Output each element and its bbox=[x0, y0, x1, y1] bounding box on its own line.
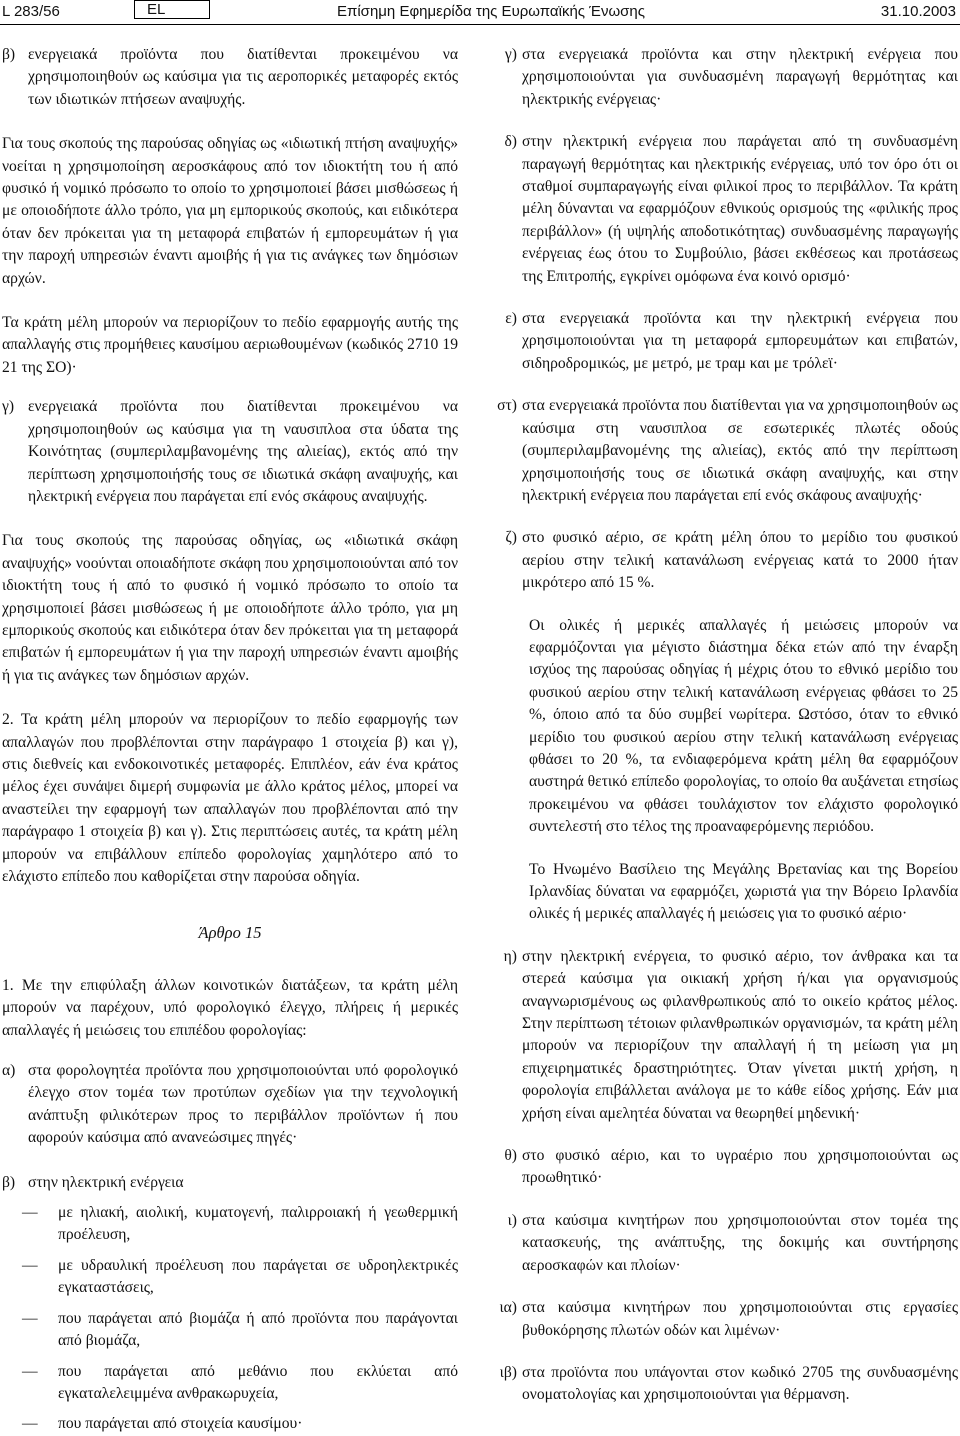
item-label: στ) bbox=[497, 397, 517, 415]
paragraph: 1. Με την επιφύλαξη άλλων κοινοτικών διατάξεων, τα κράτη μέλη μπορούν να παρέχουν, υπό φορολογικό έλεγχο, πλήρεις ή μερικές απαλλαγές ή μειώσεις του επιπέδου φορολογίας: bbox=[2, 976, 458, 1039]
item-text: ενεργειακά προϊόντα που διατίθενται προκειμένου να χρησιμοποιηθούν ως καύσιμα για τις αεροπορικές μεταφορές εκτός των ιδιωτικών πτήσεων αναψυχής. bbox=[28, 46, 458, 108]
list-item bbox=[2, 1172, 458, 1194]
dash-item bbox=[22, 1255, 458, 1300]
paragraph: Για τους σκοπούς της παρούσας οδηγίας ως «ιδιωτική πτήση αναψυχής» νοείται η χρησιμοποίηση αεροσκάφους από τον ιδιοκτήτη του ή από φυσικό ή νομικό πρόσωπο το οποίο το χρησιμοποιεί βάσει μισθώσεως ή με οποιοδήποτε άλλο τρόπο, για μη εμπορικούς σκοπούς, και ειδικότερα όταν δεν πρόκειται για τη μεταφορά επιβατών ή εμπορευμάτων ή για την παροχή υπηρεσιών έναντι αμοιβής ή για τις ανάγκες των δημόσιων αρχών. bbox=[2, 135, 458, 287]
dash-mark: — bbox=[22, 1415, 38, 1433]
dash-text: με υδραυλική προέλευση που παράγεται σε υδροηλεκτρικές εγκαταστάσεις, bbox=[58, 1256, 458, 1297]
item-label: γ) bbox=[2, 398, 15, 416]
item-text: στα ενεργειακά προϊόντα και στην ηλεκτρική ενέργεια που χρησιμοποιούνται για συνδυασμένη παραγωγή θερμότητας και ηλεκτρικής ενέργειας· bbox=[522, 46, 958, 108]
left-column bbox=[2, 44, 458, 1436]
dash-mark: — bbox=[22, 1309, 38, 1327]
dash-mark: — bbox=[22, 1204, 38, 1222]
publication-date: 31.10.2003 bbox=[880, 3, 956, 20]
item-label: α) bbox=[2, 1062, 16, 1080]
list-item bbox=[503, 1145, 958, 1190]
list-item bbox=[2, 1060, 458, 1150]
dash-item bbox=[22, 1361, 458, 1406]
dash-text: με ηλιακή, αιολική, κυματογενή, παλιρροιακή ή γεωθερμική προέλευση, bbox=[58, 1204, 458, 1244]
item-label: ια) bbox=[499, 1299, 517, 1317]
list-item bbox=[499, 1362, 958, 1407]
list-item bbox=[503, 44, 958, 111]
item-text: ενεργειακά προϊόντα που διατίθενται προκειμένου να χρησιμοποιηθούν ως καύσιμα για τη ναυσιπλοα στα ύδατα της Κοινότητας (συμπεριλαμβανομένης της αλιείας), εκτός από την περίπτωση χρησιμοποιήσής τους σε ιδιωτικά σκάφη αναψυχής, και ηλεκτρική ενέργεια που παράγεται επί ενός σκάφους αναψυχής. bbox=[28, 398, 458, 505]
dash-text: που παράγεται από μεθάνιο που εκλύεται από εγκαταλελειμμένα ανθρακωρυχεία, bbox=[58, 1362, 458, 1402]
paragraph: Οι ολικές ή μερικές απαλλαγές ή μειώσεις μπορούν να εφαρμόζονται για μέγιστο διάστημα δέκα ετών από την έναρξη ισχύος της παρούσας οδηγίας ή μέχρις ότου το εθνικό μερίδιο του φυσικού αερίου στην τελική κατανάλωση ενέργειας φθάσει το 25 %, όποιο από τα δύο συμβεί νωρίτερα. Ωστόσο, όταν το εθνικό μερίδιο του φυσικού αερίου στην τελική κατανάλωση ενέργειας φθάσει το 20 %, τα ενδιαφερόμενα κράτη μέλη θα εφαρμόζουν αυστηρά θετικό επίπεδο φορολογίας, το οποίο θα αυξάνεται ετησίως προκειμένου να φθάσει τουλάχιστον τον ελάχιστο φορολογικό συντελεστή στο τέλος της προαναφερόμενης περιόδου. bbox=[529, 616, 958, 836]
item-text: στα καύσιμα κινητήρων που χρησιμοποιούνται στον τομέα της κατασκευής, της ανάπτυξης, της δοκιμής και συντήρησης αεροσκαφών και πλοίων· bbox=[522, 1211, 958, 1274]
dash-mark: — bbox=[22, 1362, 38, 1380]
item-text: στην ηλεκτρική ενέργεια που παράγεται από τη συνδυασμένη παραγωγή θερμότητας και ηλεκτρικής ενέργειας, υπό τον όρο ότι οι σταθμοί συμπαραγωγής είναι φιλικοί προς το περιβάλλον. Τα κράτη μέλη δύνανται να εφαρμόζουν εθνικούς ορισμούς της «φιλικής προς περιβάλλον» (ή υψηλής αποδοτικότητας) συνδυασμένης παραγωγής ενέργειας έως ότου το Συμβούλιο, βάσει εκθέσεως και προτάσεως της Επιτροπής, εγκρίνει ομόφωνα ένα κοινό ορισμό· bbox=[522, 133, 958, 285]
list-item bbox=[2, 44, 458, 111]
list-item bbox=[503, 527, 958, 594]
item-text: στα ενεργειακά προϊόντα και την ηλεκτρική ενέργεια που χρησιμοποιούνται για τη μεταφορά εμπορευμάτων και επιβατών, σιδηροδρομικώς, με μετρό, με τραμ και με τρόλεϊ· bbox=[522, 310, 958, 372]
item-label: δ) bbox=[504, 133, 517, 151]
journal-title: Επίσημη Εφημερίδα της Ευρωπαϊκής Ένωσης bbox=[337, 3, 645, 20]
item-text: στα καύσιμα κινητήρων που χρησιμοποιούνται στις εργασίες βυθοκόρησης πλωτών οδών και λιμένων· bbox=[522, 1299, 958, 1339]
item-label: ιβ) bbox=[499, 1363, 517, 1381]
dash-text: που παράγεται από στοιχεία καυσίμου· bbox=[58, 1415, 303, 1433]
paragraph: Τα κράτη μέλη μπορούν να περιορίζουν το πεδίο εφαρμογής αυτής της απαλλαγής στις προμήθειες καυσίμου αεριωθουμένων (κωδικός 2710 19 21 της ΣΟ)· bbox=[2, 314, 458, 376]
list-item bbox=[503, 308, 958, 375]
item-text: στην ηλεκτρική ενέργεια, το φυσικό αέριο, τον άνθρακα και τα στερεά καύσιμα για οικιακή χρήση ή/και για οργανισμούς αναγνωρισμένους ως φιλανθρωπικούς από το οικείο κράτος μέλος. Στην περίπτωση τέτοιων φιλανθρωπικών οργανισμών, τα κράτη μέλη μπορούν να περιορίζουν την απαλλαγή ή τη μείωση για μη επιχειρηματικές δραστηριότητες. Όταν γίνεται μικτή χρήση, η φορολογία επιβάλλεται ανάλογα με το κάθε είδος χρήσης. Εάν μια χρήση είναι αμελητέα δύναται να θεωρηθεί μηδενική· bbox=[522, 947, 958, 1122]
language-badge: EL bbox=[134, 0, 210, 19]
item-text: στην ηλεκτρική ενέργεια bbox=[28, 1173, 184, 1191]
article-heading: Άρθρο 15 bbox=[198, 923, 262, 943]
item-label: ι) bbox=[507, 1211, 517, 1229]
dash-item bbox=[22, 1413, 458, 1435]
page-header bbox=[0, 0, 960, 25]
item-label: η) bbox=[503, 947, 517, 965]
paragraph: Το Ηνωμένο Βασίλειο της Μεγάλης Βρετανίας και της Βορείου Ιρλανδίας δύναται να εφαρμόζει, χωριστά για την Βόρειο Ιρλανδία ολικές ή μερικές απαλλαγές ή μειώσεις για το φυσικό αέριο· bbox=[529, 860, 958, 923]
item-label: β) bbox=[2, 1173, 16, 1191]
list-item bbox=[2, 396, 458, 508]
dash-text: που παράγεται από βιομάζα ή από προϊόντα που παράγονται από βιομάζα, bbox=[58, 1309, 458, 1350]
dash-mark: — bbox=[22, 1256, 38, 1274]
item-label: ζ) bbox=[505, 529, 517, 547]
list-item bbox=[499, 1297, 958, 1342]
item-label: ε) bbox=[505, 310, 517, 328]
dash-item bbox=[22, 1308, 458, 1353]
dash-item bbox=[22, 1202, 458, 1247]
item-text: στο φυσικό αέριο, σε κράτη μέλη όπου το μερίδιο του φυσικού αερίου στην τελική κατανάλωση ενέργειας κατά το 2000 ήταν μικρότερο από 15 %. bbox=[522, 529, 958, 592]
list-item bbox=[497, 395, 958, 507]
list-item bbox=[503, 131, 958, 288]
page-reference: L 283/56 bbox=[2, 3, 60, 20]
item-label: γ) bbox=[504, 46, 517, 63]
item-text: στα ενεργειακά προϊόντα που διατίθενται για να χρησιμοποιηθούν ως καύσιμα στη ναυσιπλοα σε εσωτερικές πλωτές οδούς (συμπεριλαμβανομένης της αλιείας), εκτός από την περίπτωση χρησιμοποιήσής τους σε ιδιωτικά σκάφη αναψυχής, και στην ηλεκτρική ενέργεια που παράγεται επί ενός σκάφους αναψυχής· bbox=[522, 397, 958, 504]
paragraph: 2. Τα κράτη μέλη μπορούν να περιορίζουν το πεδίο εφαρμογής των απαλλαγών που προβλέπονται στην παράγραφο 1 στοιχεία β) και γ), στις διεθνείς και ενδοκοινοτικές μεταφορές. Επιπλέον, εάν ένα κράτος μέλος έχει συνάψει διμερή συμφωνία με άλλο κράτος μέλος, μπορεί να αναστείλει την εφαρμογή των απαλλαγών που προβλέπονται από την παράγραφο 1 στοιχεία β) και γ). Στις περιπτώσεις αυτές, τα κράτη μέλη μπορούν να επιβάλλουν επίπεδο φορολογίας χαμηλότερο από το ελάχιστο επίπεδο που καθορίζεται στην παρούσα οδηγία. bbox=[2, 711, 458, 885]
paragraph: Για τους σκοπούς της παρούσας οδηγίας, ως «ιδιωτικά σκάφη αναψυχής» νοούνται οποιαδήποτε σκάφη που χρησιμοποιούνται από τον ιδιοκτήτη τους ή από το φυσικό ή νομικό πρόσωπο το οποίο τα χρησιμοποιεί βάσει μισθώσεως ή με οποιοδήποτε άλλο τρόπο, για μη εμπορικούς σκοπούς και ειδικότερα όταν δεν πρόκειται για τη μεταφορά επιβατών ή εμπορευμάτων ή για την παροχή υπηρεσιών έναντι αμοιβής ή για τις ανάγκες των δημόσιων αρχών. bbox=[2, 532, 458, 684]
list-item bbox=[503, 946, 958, 1125]
item-label: β) bbox=[2, 46, 16, 63]
list-item bbox=[503, 1210, 958, 1277]
item-text: στο φυσικό αέριο, και το υγραέριο που χρησιμοποιούνται ως προωθητικό· bbox=[522, 1147, 958, 1187]
item-text: στα προϊόντα που υπάγονται στον κωδικό 2705 της συνδυασμένης ονοματολογίας και χρησιμοποιούνται για θέρμανση. bbox=[522, 1363, 958, 1404]
right-column bbox=[497, 44, 958, 1407]
item-label: θ) bbox=[504, 1147, 517, 1165]
item-text: στα φορολογητέα προϊόντα που χρησιμοποιούνται υπό φορολογικό έλεγχο στον τομέα των προτύπων σχεδίων για την τεχνολογική ανάπτυξη φιλικότερων προς το περιβάλλον προϊόντων ή που αφορούν καύσιμα από ανανεώσιμες πηγές· bbox=[28, 1062, 458, 1147]
